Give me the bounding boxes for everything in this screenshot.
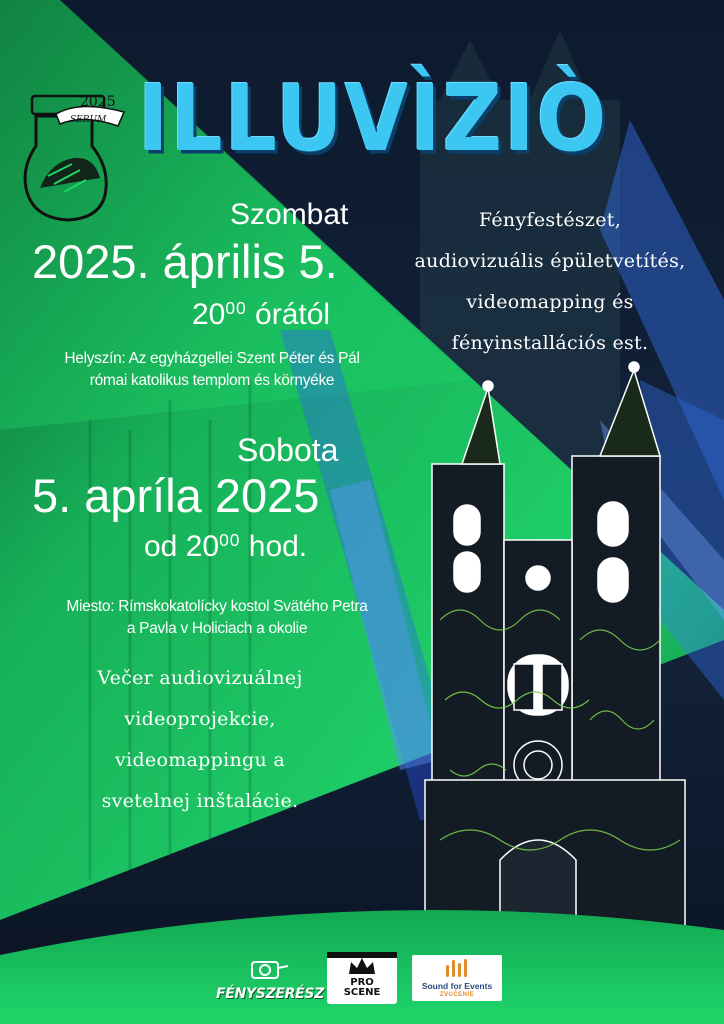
proscene-logo-text [337, 978, 387, 998]
hungarian-venue [32, 348, 392, 392]
hungarian-description [370, 200, 724, 364]
slovak-date: 5. apríla 2025 [32, 469, 320, 522]
serum-logo-year: 2025 [80, 94, 116, 110]
slovak-time-hour: od 20 [144, 530, 220, 563]
proscene-logo-line: PRO [350, 977, 374, 988]
hungarian-description-line: videomapping és [466, 291, 634, 313]
hungarian-venue-line: Helyszín: Az egyházgellei Szent Péter és Pál [64, 350, 360, 367]
slovak-venue-line: a Pavla v Holiciach a okolie [126, 620, 308, 637]
hungarian-time-hour: 20 [192, 298, 226, 331]
fenyszeresz-logo-icon [216, 958, 320, 988]
hungarian-time-minutes: 00 [225, 297, 247, 318]
slovak-description-line: videomappingu a [115, 749, 285, 771]
slovak-venue-line: Miesto: Rímskokatolícky kostol Svätého Petra [66, 598, 368, 615]
hungarian-description-line: fényinstallációs est. [451, 332, 649, 354]
hungarian-time [192, 298, 330, 332]
fenyszeresz-logo-text: FÉNYSZERÉSZ [216, 986, 325, 1002]
serum-logo [20, 88, 130, 230]
sound-for-events-logo [412, 955, 502, 1001]
slovak-description [40, 658, 360, 822]
crown-icon [327, 952, 397, 978]
slovak-time-minutes: 00 [219, 529, 241, 550]
sound-for-events-sub: ZVUČENIE [439, 992, 475, 998]
serum-logo-name: SERUM [70, 115, 107, 125]
slovak-description-line: svetelnej inštalácie. [101, 790, 299, 812]
hungarian-day: Szombat [230, 198, 349, 231]
fenyszeresz-logo [216, 958, 325, 1008]
hungarian-description-line: Fényfestészet, [478, 209, 622, 231]
event-title: ILLUVÌZIÒ [138, 66, 609, 173]
hungarian-venue-line: római katolikus templom és környéke [89, 372, 335, 389]
sound-wave-icon [412, 955, 502, 981]
slovak-time-suffix: hod. [240, 530, 308, 563]
slovak-time [144, 530, 307, 564]
proscene-logo [327, 952, 397, 1004]
slovak-day: Sobota [237, 432, 339, 468]
sound-for-events-name: Sound for Events [421, 981, 493, 991]
slovak-venue [32, 596, 402, 640]
slovak-description-line: Večer audiovizuálnej [97, 667, 303, 689]
proscene-logo-line: SCENE [343, 987, 381, 998]
hungarian-time-suffix: órától [246, 298, 331, 331]
slovak-description-line: videoprojekcie, [124, 708, 276, 730]
hungarian-description-line: audiovizuális épületvetítés, [414, 250, 686, 272]
hungarian-date: 2025. április 5. [32, 235, 338, 288]
